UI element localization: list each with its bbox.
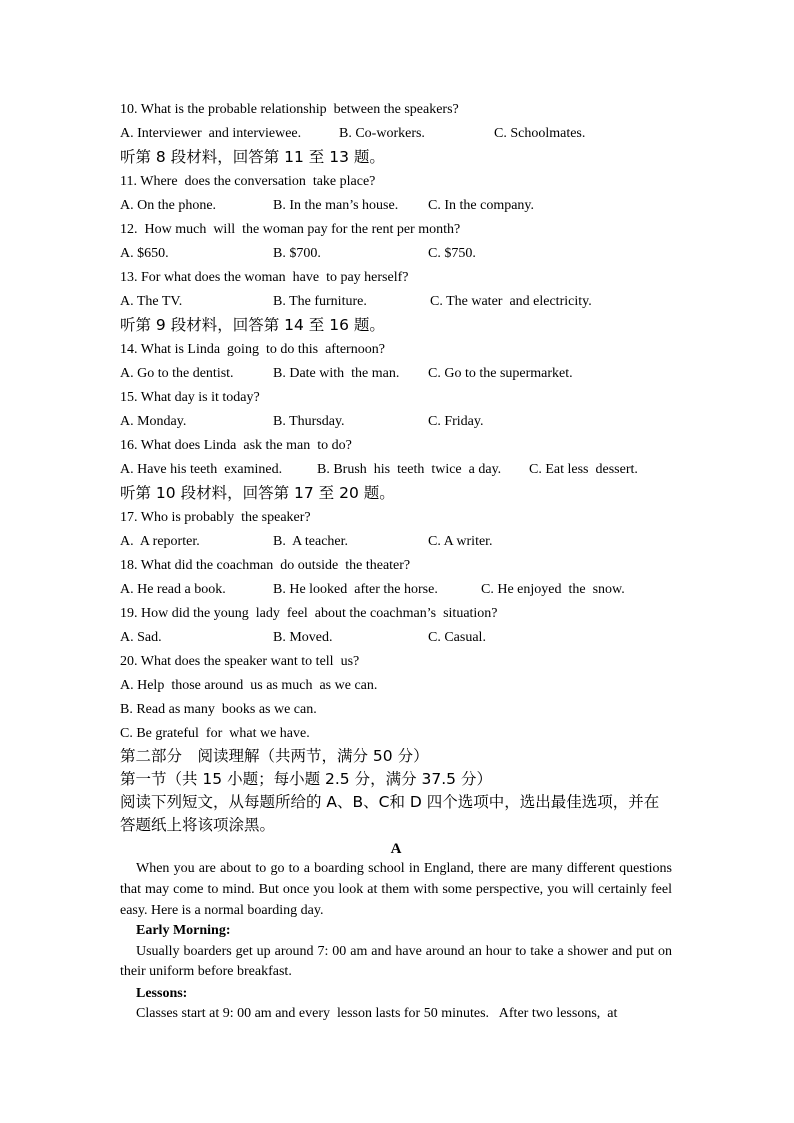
passage-label: A [390, 841, 402, 857]
question-11-option-a: A. On the phone. [120, 198, 217, 213]
question-15-option-a: A. Monday. [120, 414, 187, 429]
question-13-stem: 13. For what does the woman have to pay herself? [120, 270, 409, 285]
question-15-stem: 15. What day is it today? [120, 390, 260, 405]
question-18-option-b: B. He looked after the horse. [273, 582, 438, 597]
question-16-stem: 16. What does Linda ask the man to do? [120, 438, 352, 453]
question-14-option-c: C. Go to the supermarket. [428, 366, 573, 381]
section-9-instruction: 听第 9 段材料，回答第 14 至 16 题。 [120, 316, 385, 334]
question-14-option-b: B. Date with the man. [273, 366, 400, 381]
question-17-option-a: A. A reporter. [120, 534, 200, 549]
question-20-option-b: B. Read as many books as we can. [120, 702, 317, 717]
question-13-option-a: A. The TV. [120, 294, 183, 309]
question-10-option-b: B. Co-workers. [339, 126, 425, 141]
question-11-option-c: C. In the company. [428, 198, 535, 213]
question-19-option-c: C. Casual. [428, 630, 486, 645]
question-17-option-b: B. A teacher. [273, 534, 349, 549]
question-15-option-b: B. Thursday. [273, 414, 345, 429]
question-17-option-c: C. A writer. [428, 534, 493, 549]
question-16-option-c: C. Eat less dessert. [529, 462, 638, 477]
question-11-stem: 11. Where does the conversation take place? [120, 174, 376, 189]
heading-early-morning: Early Morning: [136, 923, 231, 938]
question-13-option-b: B. The furniture. [273, 294, 367, 309]
question-10-option-c: C. Schoolmates. [494, 126, 586, 141]
section-8-instruction: 听第 8 段材料，回答第 11 至 13 题。 [120, 148, 385, 166]
question-20-stem: 20. What does the speaker want to tell us? [120, 654, 360, 669]
question-19-option-a: A. Sad. [120, 630, 162, 645]
passage-paragraph-2: Usually boarders get up around 7: 00 am and have around an hour to take a shower and put on their uniform before breakfast. [120, 944, 672, 979]
passage-paragraph-1: When you are about to go to a boarding school in England, there are many different questions that may come to mind. But once you look at them with some perspective, you will certainly feel easy. Here is a normal boarding day. [120, 861, 672, 918]
question-17-stem: 17. Who is probably the speaker? [120, 510, 311, 525]
question-12-option-b: B. $700. [273, 246, 321, 261]
question-18-stem: 18. What did the coachman do outside the theater? [120, 558, 411, 573]
reading-instruction-line-1: 阅读下列短文，从每题所给的 A、B、C和 D 四个选项中，选出最佳选项，并在 [120, 793, 660, 811]
question-10-option-a: A. Interviewer and interviewee. [120, 126, 302, 141]
question-16-option-b: B. Brush his teeth twice a day. [317, 462, 502, 477]
question-14-stem: 14. What is Linda going to do this afternoon? [120, 342, 385, 357]
question-12-stem: 12. How much will the woman pay for the rent per month? [120, 222, 461, 237]
heading-lessons: Lessons: [136, 986, 188, 1001]
question-20-option-c: C. Be grateful for what we have. [120, 726, 310, 741]
question-18-option-a: A. He read a book. [120, 582, 226, 597]
question-16-option-a: A. Have his teeth examined. [120, 462, 283, 477]
passage-paragraph-3: Classes start at 9: 00 am and every lesson lasts for 50 minutes. After two lessons, at [136, 1006, 618, 1021]
question-19-stem: 19. How did the young lady feel about the coachman’s situation? [120, 606, 498, 621]
question-12-option-c: C. $750. [428, 246, 476, 261]
question-10-stem: 10. What is the probable relationship between the speakers? [120, 102, 459, 117]
reading-instruction-line-2: 答题纸上将该项涂黑。 [120, 816, 276, 834]
part-two-title: 第二部分 阅读理解（共两节，满分 50 分） [120, 747, 429, 765]
question-12-option-a: A. $650. [120, 246, 169, 261]
section-one-title: 第一节（共 15 小题；每小题 2.5 分，满分 37.5 分） [120, 770, 492, 788]
question-11-option-b: B. In the man’s house. [273, 198, 399, 213]
question-18-option-c: C. He enjoyed the snow. [481, 582, 625, 597]
section-10-instruction: 听第 10 段材料，回答第 17 至 20 题。 [120, 484, 395, 502]
question-15-option-c: C. Friday. [428, 414, 484, 429]
question-13-option-c: C. The water and electricity. [430, 294, 592, 309]
question-20-option-a: A. Help those around us as much as we can. [120, 678, 378, 693]
question-19-option-b: B. Moved. [273, 630, 333, 645]
question-14-option-a: A. Go to the dentist. [120, 366, 234, 381]
